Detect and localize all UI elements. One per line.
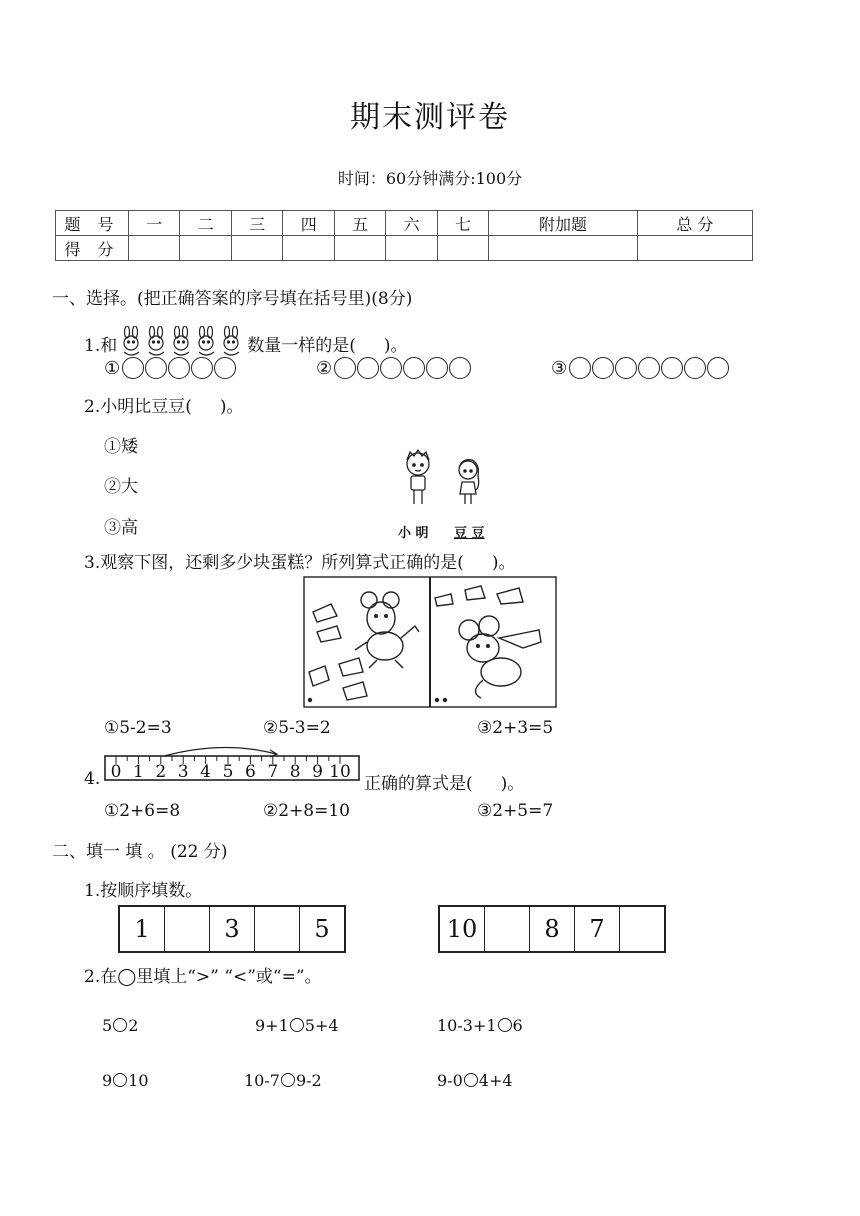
q1-prefix: 1.和 bbox=[84, 335, 118, 356]
score-table-header-row bbox=[56, 211, 753, 236]
score-input-cell[interactable] bbox=[334, 236, 385, 261]
q2-option-1[interactable]: ①矮 bbox=[104, 437, 138, 457]
section2-q1: 1.按顺序填数。 bbox=[84, 881, 203, 901]
q4-option-2[interactable]: ②2+8=10 bbox=[263, 801, 350, 821]
ruler-label: 10 bbox=[329, 762, 351, 782]
time-and-score-info: 时间：60分钟满分:100分 bbox=[337, 169, 523, 188]
score-cell: 题 号 bbox=[56, 211, 129, 236]
seq-blank-cell[interactable] bbox=[620, 907, 664, 951]
score-table bbox=[55, 210, 753, 261]
score-cell: 一 bbox=[129, 211, 180, 236]
compare-circle bbox=[281, 1073, 295, 1087]
sequence-box-b bbox=[438, 905, 666, 953]
q3-option-3[interactable]: ③2+3=5 bbox=[477, 718, 554, 738]
q3-option-1[interactable]: ①5-2=3 bbox=[104, 718, 172, 738]
score-table-score-row bbox=[56, 236, 753, 261]
question-2 bbox=[84, 392, 244, 417]
option-label: ③ bbox=[551, 357, 568, 379]
compare-item[interactable]: 9-0 4+4 bbox=[437, 1071, 513, 1090]
q1-option-1[interactable] bbox=[104, 357, 237, 379]
score-label-cell: 得 分 bbox=[56, 236, 129, 261]
compare-circle bbox=[290, 1018, 304, 1032]
section2-q2: 2.在◯里填上“>” “<”或“=”。 bbox=[84, 967, 322, 987]
q2-close: )。 bbox=[219, 397, 244, 417]
compare-circle bbox=[498, 1018, 512, 1032]
compare-item[interactable]: 5 2 bbox=[102, 1016, 139, 1035]
q2-option-3[interactable]: ③高 bbox=[104, 518, 138, 538]
ruler-label: 2 bbox=[155, 762, 167, 782]
ruler-label: 3 bbox=[177, 762, 189, 782]
score-input-cell[interactable] bbox=[489, 236, 637, 261]
option-label: ② bbox=[316, 357, 333, 379]
score-input-cell[interactable] bbox=[231, 236, 282, 261]
caption-xiaoming: 小 明 bbox=[398, 526, 429, 541]
number-line-ruler bbox=[104, 744, 360, 784]
seq-blank-cell[interactable] bbox=[485, 907, 530, 951]
q3-close: )。 bbox=[491, 553, 516, 573]
q2-option-2[interactable]: ②大 bbox=[104, 477, 138, 497]
score-cell: 五 bbox=[334, 211, 385, 236]
section-2-heading: 二、填一 填 。 (22 分) bbox=[52, 842, 228, 862]
ruler-label: 7 bbox=[267, 762, 279, 782]
ruler-label: 0 bbox=[110, 762, 122, 782]
score-input-cell[interactable] bbox=[637, 236, 752, 261]
score-cell: 附加题 bbox=[489, 211, 637, 236]
page-title: 期末测评卷 bbox=[350, 100, 510, 135]
score-input-cell[interactable] bbox=[283, 236, 334, 261]
seq-cell: 7 bbox=[575, 907, 620, 951]
score-input-cell[interactable] bbox=[180, 236, 231, 261]
compare-item[interactable]: 10-3+1 6 bbox=[437, 1016, 523, 1035]
mouse-and-cake-illustration bbox=[303, 576, 557, 708]
compare-circle bbox=[113, 1018, 127, 1032]
q4-close: )。 bbox=[500, 774, 525, 794]
question-4 bbox=[364, 769, 524, 794]
ruler-label: 8 bbox=[289, 762, 301, 782]
score-cell: 二 bbox=[180, 211, 231, 236]
q1-stem: 数量一样的是( bbox=[247, 335, 356, 356]
ruler-label: 6 bbox=[244, 762, 256, 782]
section-1-heading: 一、选择。(把正确答案的序号填在括号里)(8分) bbox=[52, 289, 413, 309]
option-label: ① bbox=[104, 357, 121, 379]
q4-option-3[interactable]: ③2+5=7 bbox=[477, 801, 554, 821]
q1-option-2[interactable] bbox=[316, 357, 472, 379]
q3-option-2[interactable]: ②5-3=2 bbox=[263, 718, 331, 738]
score-input-cell[interactable] bbox=[386, 236, 437, 261]
score-cell: 六 bbox=[386, 211, 437, 236]
ruler-label: 4 bbox=[200, 762, 212, 782]
seq-cell: 3 bbox=[210, 907, 255, 951]
q1-close: )。 bbox=[383, 335, 408, 356]
ruler-label: 5 bbox=[222, 762, 234, 782]
compare-item[interactable]: 10-7 9-2 bbox=[244, 1071, 322, 1090]
q1-option-3[interactable] bbox=[551, 357, 730, 379]
score-input-cell[interactable] bbox=[129, 236, 180, 261]
question-3 bbox=[84, 548, 516, 573]
q3-stem: 3.观察下图，还剩多少块蛋糕？所列算式正确的是( bbox=[84, 553, 464, 573]
compare-circle bbox=[113, 1073, 127, 1087]
seq-blank-cell[interactable] bbox=[165, 907, 210, 951]
seq-blank-cell[interactable] bbox=[255, 907, 300, 951]
score-cell: 三 bbox=[231, 211, 282, 236]
score-cell: 四 bbox=[283, 211, 334, 236]
q4-stem: 正确的算式是( bbox=[364, 774, 473, 794]
sequence-box-a bbox=[118, 905, 346, 953]
seq-cell: 5 bbox=[314, 915, 330, 943]
ruler-label: 9 bbox=[312, 762, 324, 782]
rabbits-illustration bbox=[117, 326, 247, 360]
ruler-label: 1 bbox=[132, 762, 144, 782]
score-cell: 总 分 bbox=[637, 211, 752, 236]
compare-circle bbox=[464, 1073, 478, 1087]
question-1 bbox=[84, 326, 408, 360]
q4-option-1[interactable]: ①2+6=8 bbox=[104, 801, 181, 821]
seq-cell: 1 bbox=[120, 907, 165, 951]
compare-item[interactable]: 9 10 bbox=[102, 1071, 149, 1090]
q2-stem: 2.小明比豆豆( bbox=[84, 397, 192, 417]
boy-and-girl-illustration bbox=[392, 446, 498, 520]
compare-item[interactable]: 9+1 5+4 bbox=[255, 1016, 339, 1035]
caption-doudou: 豆 豆 bbox=[454, 526, 485, 541]
q4-number: 4. bbox=[84, 769, 101, 789]
score-cell: 七 bbox=[437, 211, 488, 236]
score-input-cell[interactable] bbox=[437, 236, 488, 261]
seq-cell: 10 bbox=[440, 907, 485, 951]
seq-cell: 8 bbox=[530, 907, 575, 951]
